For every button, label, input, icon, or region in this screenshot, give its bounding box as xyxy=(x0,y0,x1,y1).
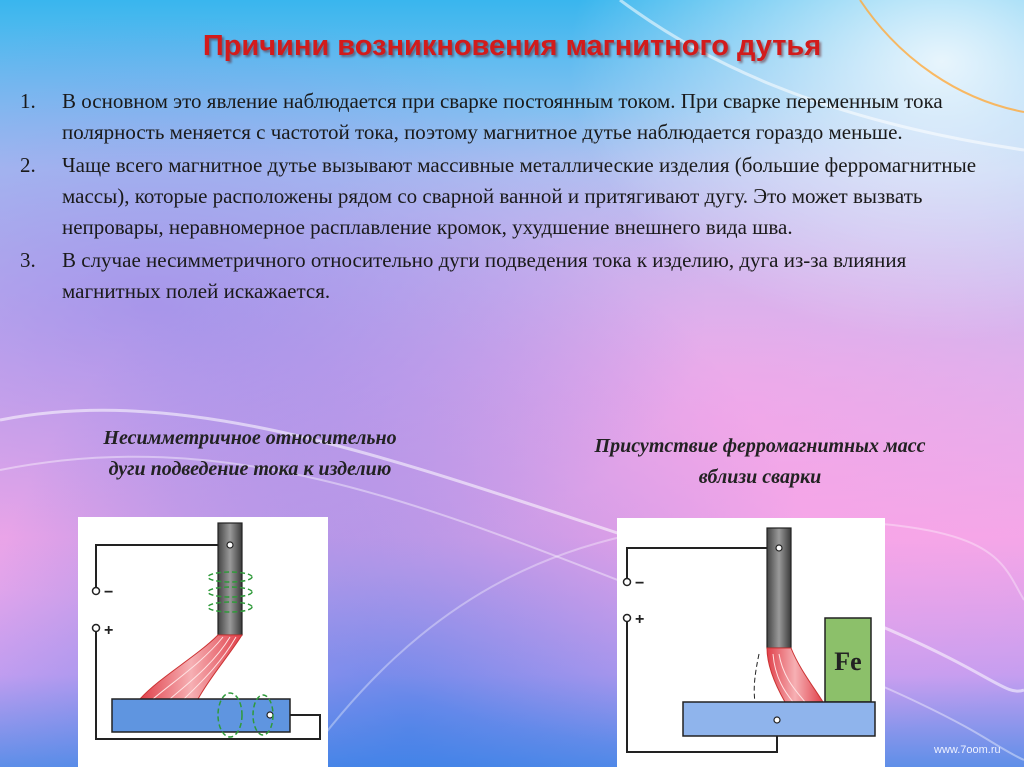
list-item-number: 1. xyxy=(20,89,36,113)
figure-asymmetric-current xyxy=(78,517,328,767)
list-item xyxy=(20,86,1005,148)
caption-line: Присутствие ферромагнитных масс xyxy=(594,435,926,457)
figure-ferromagnetic-mass xyxy=(617,518,885,767)
watermark: www.7oom.ru xyxy=(934,744,1001,756)
caption-line: Несимметричное относительно xyxy=(103,427,397,449)
terminal-plus-icon xyxy=(624,615,631,622)
electrode xyxy=(218,523,242,635)
slide-title: Причини возникновения магнитного дутья xyxy=(202,30,822,62)
terminal-plus-icon xyxy=(93,625,100,632)
list-item-text: В случае несимметричного относительно дуги подведения тока к изделию, дуга из-за влияния магнитных полей искажается. xyxy=(62,248,907,303)
arc-icon xyxy=(767,648,823,702)
terminal-minus-icon xyxy=(624,579,631,586)
list-item-text: Чаще всего магнитное дутье вызывают массивные металлические изделия (большие ферромагнитные массы), которые расположены рядом со сварной ванной и притягивают дугу. Это может вызвать непровары, неравномерное расплавление кромок, ухудшение внешнего вида шва. xyxy=(62,153,977,239)
welding-diagram-left xyxy=(78,517,328,767)
caption-line: дуги подведение тока к изделию xyxy=(108,458,392,480)
workpiece-contact-icon xyxy=(267,712,273,718)
workpiece xyxy=(112,699,290,732)
workpiece-contact-icon xyxy=(774,717,780,723)
electrode-contact-icon xyxy=(227,542,233,548)
list-item-text: В основном это явление наблюдается при сварке постоянным током. При сварке переменным тока полярность меняется с частотой тока, поэтому магнитное дутье наблюдается гораздо меньше. xyxy=(62,89,943,144)
plus-label: + xyxy=(635,611,645,628)
caption-asymmetric-current xyxy=(20,423,480,485)
arc-icon xyxy=(140,635,242,699)
list-item xyxy=(20,150,1005,243)
caption-ferromagnetic-mass xyxy=(500,431,1020,493)
reasons-list xyxy=(20,86,1005,309)
list-item-number: 3. xyxy=(20,248,36,272)
fe-label: Fe xyxy=(834,647,862,676)
plus-label: + xyxy=(104,622,114,639)
welding-diagram-right xyxy=(617,518,885,767)
list-item-number: 2. xyxy=(20,153,36,177)
electrode-contact-icon xyxy=(776,545,782,551)
caption-line: вблизи сварки xyxy=(698,466,822,488)
list-item xyxy=(20,245,1005,307)
wire-minus xyxy=(96,545,230,587)
wire-minus xyxy=(627,548,779,578)
minus-label: − xyxy=(104,584,114,601)
minus-label: − xyxy=(635,575,645,592)
terminal-minus-icon xyxy=(93,588,100,595)
